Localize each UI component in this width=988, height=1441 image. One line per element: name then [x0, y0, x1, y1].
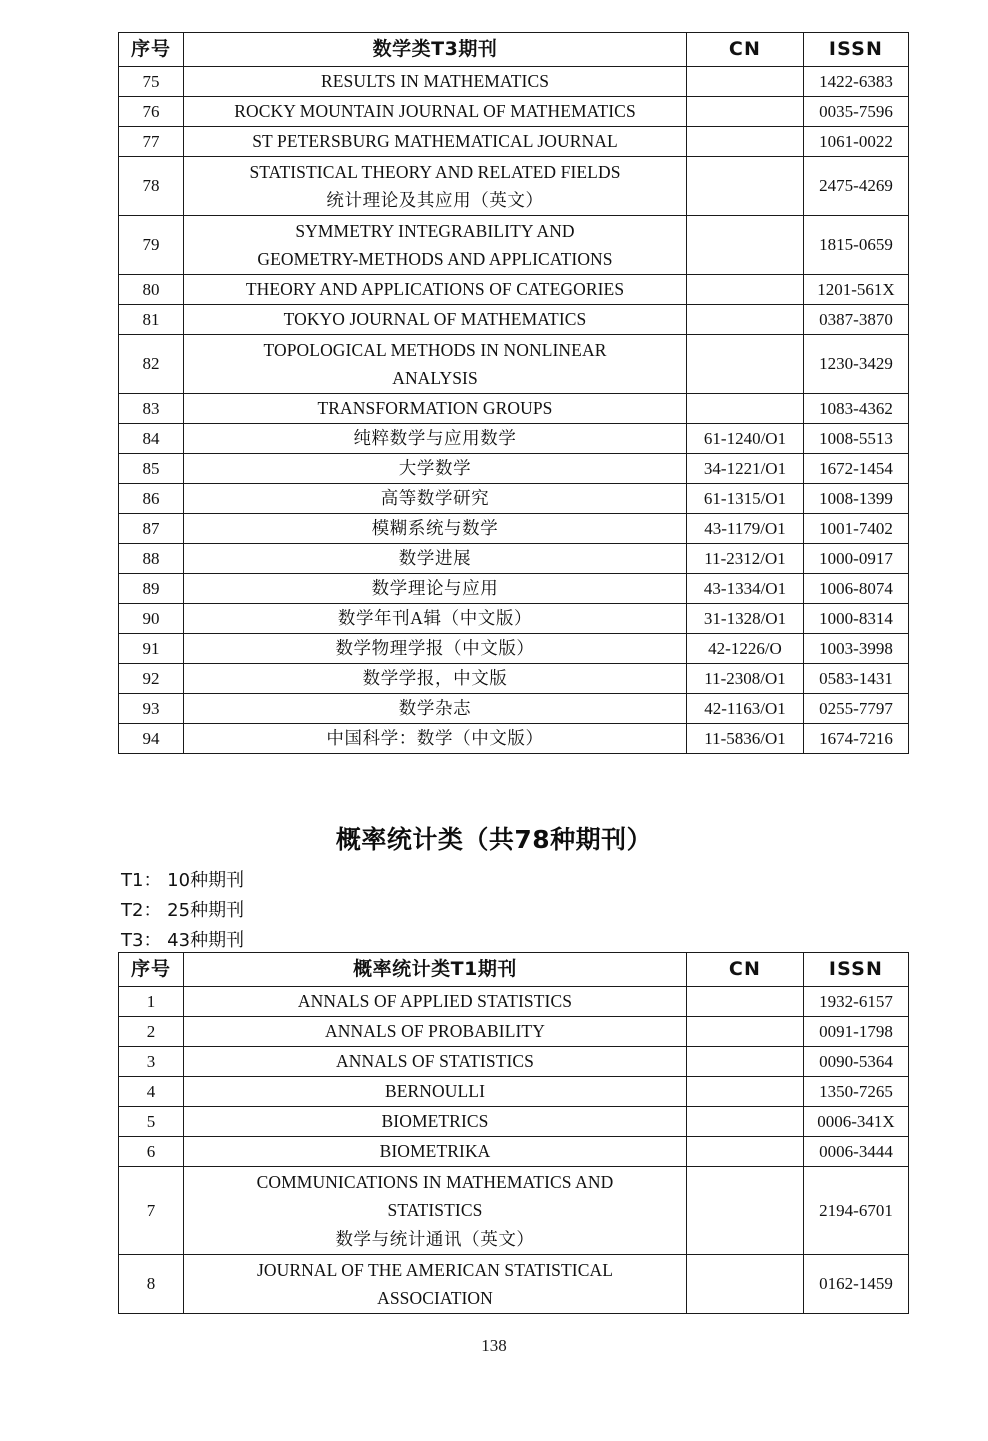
- table-body: [119, 67, 909, 754]
- table-body: [119, 987, 909, 1314]
- table-row: [119, 97, 909, 127]
- cell-journal-name: [184, 1047, 687, 1077]
- cell-issn: 0091-1798: [804, 1017, 909, 1047]
- cell-cn: 34-1221/O1: [687, 454, 804, 484]
- section-title: 概率统计类（共78种期刊）: [335, 825, 653, 854]
- column-header-issn: ISSN: [804, 33, 909, 67]
- cell-journal-name: [184, 67, 687, 97]
- math-t3-journal-table: [118, 32, 909, 754]
- journal-name-en: THEORY AND APPLICATIONS OF CATEGORIES: [245, 279, 625, 300]
- cell-seq: 78: [119, 157, 184, 216]
- cell-seq: 87: [119, 514, 184, 544]
- table-header-row: [119, 953, 909, 987]
- table-row: [119, 454, 909, 484]
- cell-cn: [687, 216, 804, 275]
- cell-journal-name: [184, 275, 687, 305]
- cell-cn: [687, 305, 804, 335]
- journal-name-en: ANNALS OF PROBABILITY: [325, 1021, 545, 1042]
- column-header-cn: CN: [687, 33, 804, 67]
- cell-journal-name: [184, 1017, 687, 1047]
- table-row: [119, 634, 909, 664]
- journal-name-cn: 统计理论及其应用（英文）: [326, 190, 544, 210]
- journal-name-en: ANNALS OF APPLIED STATISTICS: [297, 991, 573, 1012]
- cell-issn: 1008-5513: [804, 424, 909, 454]
- journal-name-en: TOPOLOGICAL METHODS IN NONLINEAR: [263, 339, 607, 360]
- table-header: [119, 953, 909, 987]
- cell-cn: 11-5836/O1: [687, 724, 804, 754]
- table-row: [119, 1137, 909, 1167]
- cell-issn: 1672-1454: [804, 454, 909, 484]
- cell-issn: 0006-3444: [804, 1137, 909, 1167]
- cell-issn: 0162-1459: [804, 1255, 909, 1314]
- cell-cn: 61-1315/O1: [687, 484, 804, 514]
- table-row: [119, 394, 909, 424]
- cell-seq: 1: [119, 987, 184, 1017]
- table-row: [119, 157, 909, 216]
- cell-journal-name: [184, 514, 687, 544]
- cell-journal-name: [184, 694, 687, 724]
- cell-issn: 1815-0659: [804, 216, 909, 275]
- cell-seq: 94: [119, 724, 184, 754]
- stats-t1-journal-table: [118, 952, 909, 1314]
- journal-name-en: STATISTICS: [387, 1200, 483, 1221]
- journal-name-cn: 中国科学：数学（中文版）: [326, 728, 544, 749]
- cell-cn: [687, 1017, 804, 1047]
- tier-line-t2: T2： 25种期刊: [121, 900, 245, 921]
- table-row: [119, 67, 909, 97]
- journal-name-en: SYMMETRY INTEGRABILITY AND: [295, 220, 575, 241]
- table-row: [119, 574, 909, 604]
- cell-journal-name: [184, 305, 687, 335]
- table-row: [119, 484, 909, 514]
- cell-seq: 86: [119, 484, 184, 514]
- cell-journal-name: [184, 454, 687, 484]
- cell-issn: 0006-341X: [804, 1107, 909, 1137]
- journal-name-cn: 数学年刊A辑（中文版）: [337, 608, 533, 629]
- cell-issn: 1422-6383: [804, 67, 909, 97]
- cell-seq: 91: [119, 634, 184, 664]
- table-row: [119, 216, 909, 275]
- cell-issn: 0583-1431: [804, 664, 909, 694]
- journal-name-cn: 数学理论与应用: [371, 578, 499, 599]
- cell-seq: 88: [119, 544, 184, 574]
- column-header-issn: ISSN: [804, 953, 909, 987]
- table-row: [119, 335, 909, 394]
- table-row: [119, 664, 909, 694]
- cell-cn: [687, 335, 804, 394]
- cell-seq: 6: [119, 1137, 184, 1167]
- cell-issn: 1001-7402: [804, 514, 909, 544]
- tier-summary-list: [121, 866, 244, 956]
- cell-journal-name: [184, 574, 687, 604]
- table-row: [119, 1077, 909, 1107]
- journal-name-cn: 高等数学研究: [380, 488, 490, 509]
- cell-journal-name: [184, 544, 687, 574]
- cell-journal-name: [184, 157, 687, 216]
- cell-journal-name: [184, 335, 687, 394]
- column-header-seq: 序号: [119, 33, 184, 67]
- cell-issn: 0090-5364: [804, 1047, 909, 1077]
- cell-journal-name: [184, 1167, 687, 1255]
- cell-seq: 90: [119, 604, 184, 634]
- cell-seq: 92: [119, 664, 184, 694]
- cell-cn: [687, 1047, 804, 1077]
- cell-issn: 1083-4362: [804, 394, 909, 424]
- table-header: [119, 33, 909, 67]
- table-row: [119, 275, 909, 305]
- cell-seq: 85: [119, 454, 184, 484]
- journal-name-en: ST PETERSBURG MATHEMATICAL JOURNAL: [252, 131, 618, 152]
- cell-issn: 2475-4269: [804, 157, 909, 216]
- cell-seq: 5: [119, 1107, 184, 1137]
- table-row: [119, 987, 909, 1017]
- cell-cn: [687, 394, 804, 424]
- journal-name-cn: 数学与统计通讯（英文）: [335, 1228, 535, 1249]
- cell-journal-name: [184, 484, 687, 514]
- tier-line-t1: T1： 10种期刊: [121, 870, 245, 891]
- cell-journal-name: [184, 1137, 687, 1167]
- cell-journal-name: [184, 1107, 687, 1137]
- table-row: [119, 694, 909, 724]
- cell-issn: 1932-6157: [804, 987, 909, 1017]
- cell-cn: [687, 987, 804, 1017]
- cell-journal-name: [184, 216, 687, 275]
- cell-cn: 11-2308/O1: [687, 664, 804, 694]
- cell-journal-name: [184, 424, 687, 454]
- cell-cn: [687, 157, 804, 216]
- cell-cn: 43-1334/O1: [687, 574, 804, 604]
- table-row: [119, 424, 909, 454]
- journal-name-cn: 数学进展: [398, 548, 472, 569]
- cell-seq: 82: [119, 335, 184, 394]
- journal-name-cn: 数学物理学报（中文版）: [335, 638, 535, 659]
- cell-cn: [687, 1167, 804, 1255]
- journal-name-en: BERNOULLI: [384, 1081, 486, 1102]
- page-number: 138: [481, 1336, 507, 1355]
- cell-seq: 4: [119, 1077, 184, 1107]
- cell-journal-name: [184, 127, 687, 157]
- journal-name-en: ANNALS OF STATISTICS: [336, 1051, 534, 1072]
- cell-cn: 43-1179/O1: [687, 514, 804, 544]
- cell-cn: 42-1163/O1: [687, 694, 804, 724]
- cell-issn: 0387-3870: [804, 305, 909, 335]
- table-row: [119, 1255, 909, 1314]
- cell-issn: 1230-3429: [804, 335, 909, 394]
- journal-name-en: RESULTS IN MATHEMATICS: [320, 71, 550, 92]
- cell-issn: 0255-7797: [804, 694, 909, 724]
- column-header-seq: 序号: [119, 953, 184, 987]
- cell-seq: 77: [119, 127, 184, 157]
- table-row: [119, 305, 909, 335]
- journal-name-en: ROCKY MOUNTAIN JOURNAL OF MATHEMATICS: [234, 101, 636, 122]
- table-row: [119, 1047, 909, 1077]
- cell-cn: [687, 127, 804, 157]
- cell-issn: 1008-1399: [804, 484, 909, 514]
- journal-name-en: JOURNAL OF THE AMERICAN STATISTICAL: [256, 1259, 613, 1280]
- cell-issn: 0035-7596: [804, 97, 909, 127]
- cell-seq: 89: [119, 574, 184, 604]
- cell-journal-name: [184, 1255, 687, 1314]
- table-row: [119, 1017, 909, 1047]
- journal-name-en: COMMUNICATIONS IN MATHEMATICS AND: [256, 1171, 614, 1192]
- journal-name-en: BIOMETRIKA: [379, 1141, 491, 1162]
- cell-issn: 1350-7265: [804, 1077, 909, 1107]
- cell-cn: 61-1240/O1: [687, 424, 804, 454]
- cell-seq: 81: [119, 305, 184, 335]
- cell-journal-name: [184, 394, 687, 424]
- column-header-title: 概率统计类T1期刊: [184, 953, 687, 987]
- cell-issn: 1674-7216: [804, 724, 909, 754]
- table-header-row: [119, 33, 909, 67]
- journal-name-cn: 纯粹数学与应用数学: [353, 428, 517, 449]
- journal-name-en: STATISTICAL THEORY AND RELATED FIELDS: [249, 161, 621, 182]
- journal-name-en: GEOMETRY-METHODS AND APPLICATIONS: [257, 249, 613, 269]
- cell-cn: [687, 275, 804, 305]
- cell-seq: 3: [119, 1047, 184, 1077]
- table-row: [119, 724, 909, 754]
- cell-seq: 75: [119, 67, 184, 97]
- cell-cn: 42-1226/O: [687, 634, 804, 664]
- journal-name-en: TRANSFORMATION GROUPS: [317, 398, 553, 419]
- journal-name-en: ASSOCIATION: [377, 1288, 493, 1308]
- table-row: [119, 1167, 909, 1255]
- cell-issn: 1006-8074: [804, 574, 909, 604]
- cell-cn: [687, 97, 804, 127]
- cell-cn: [687, 1137, 804, 1167]
- cell-cn: 31-1328/O1: [687, 604, 804, 634]
- cell-cn: [687, 67, 804, 97]
- cell-seq: 2: [119, 1017, 184, 1047]
- table-row: [119, 127, 909, 157]
- cell-journal-name: [184, 664, 687, 694]
- table-row: [119, 604, 909, 634]
- cell-journal-name: [184, 724, 687, 754]
- cell-journal-name: [184, 604, 687, 634]
- cell-seq: 84: [119, 424, 184, 454]
- cell-cn: [687, 1107, 804, 1137]
- cell-cn: [687, 1077, 804, 1107]
- cell-seq: 93: [119, 694, 184, 724]
- cell-issn: 1201-561X: [804, 275, 909, 305]
- cell-journal-name: [184, 987, 687, 1017]
- journal-name-cn: 数学学报，中文版: [362, 668, 508, 689]
- journal-name-cn: 大学数学: [398, 458, 472, 479]
- cell-cn: 11-2312/O1: [687, 544, 804, 574]
- cell-journal-name: [184, 1077, 687, 1107]
- table-row: [119, 1107, 909, 1137]
- cell-issn: 2194-6701: [804, 1167, 909, 1255]
- tier-line-t3: T3： 43种期刊: [121, 930, 245, 951]
- cell-seq: 8: [119, 1255, 184, 1314]
- table-row: [119, 544, 909, 574]
- cell-seq: 80: [119, 275, 184, 305]
- journal-name-cn: 模糊系统与数学: [371, 518, 499, 539]
- cell-journal-name: [184, 634, 687, 664]
- cell-issn: 1000-0917: [804, 544, 909, 574]
- cell-seq: 83: [119, 394, 184, 424]
- journal-name-en: TOKYO JOURNAL OF MATHEMATICS: [283, 309, 587, 330]
- table-row: [119, 514, 909, 544]
- cell-issn: 1061-0022: [804, 127, 909, 157]
- column-header-title: 数学类T3期刊: [184, 33, 687, 67]
- cell-seq: 79: [119, 216, 184, 275]
- cell-journal-name: [184, 97, 687, 127]
- cell-issn: 1000-8314: [804, 604, 909, 634]
- journal-name-en: BIOMETRICS: [381, 1111, 489, 1132]
- cell-seq: 76: [119, 97, 184, 127]
- journal-name-en: ANALYSIS: [392, 368, 478, 388]
- cell-seq: 7: [119, 1167, 184, 1255]
- cell-issn: 1003-3998: [804, 634, 909, 664]
- cell-cn: [687, 1255, 804, 1314]
- column-header-cn: CN: [687, 953, 804, 987]
- journal-name-cn: 数学杂志: [398, 698, 472, 719]
